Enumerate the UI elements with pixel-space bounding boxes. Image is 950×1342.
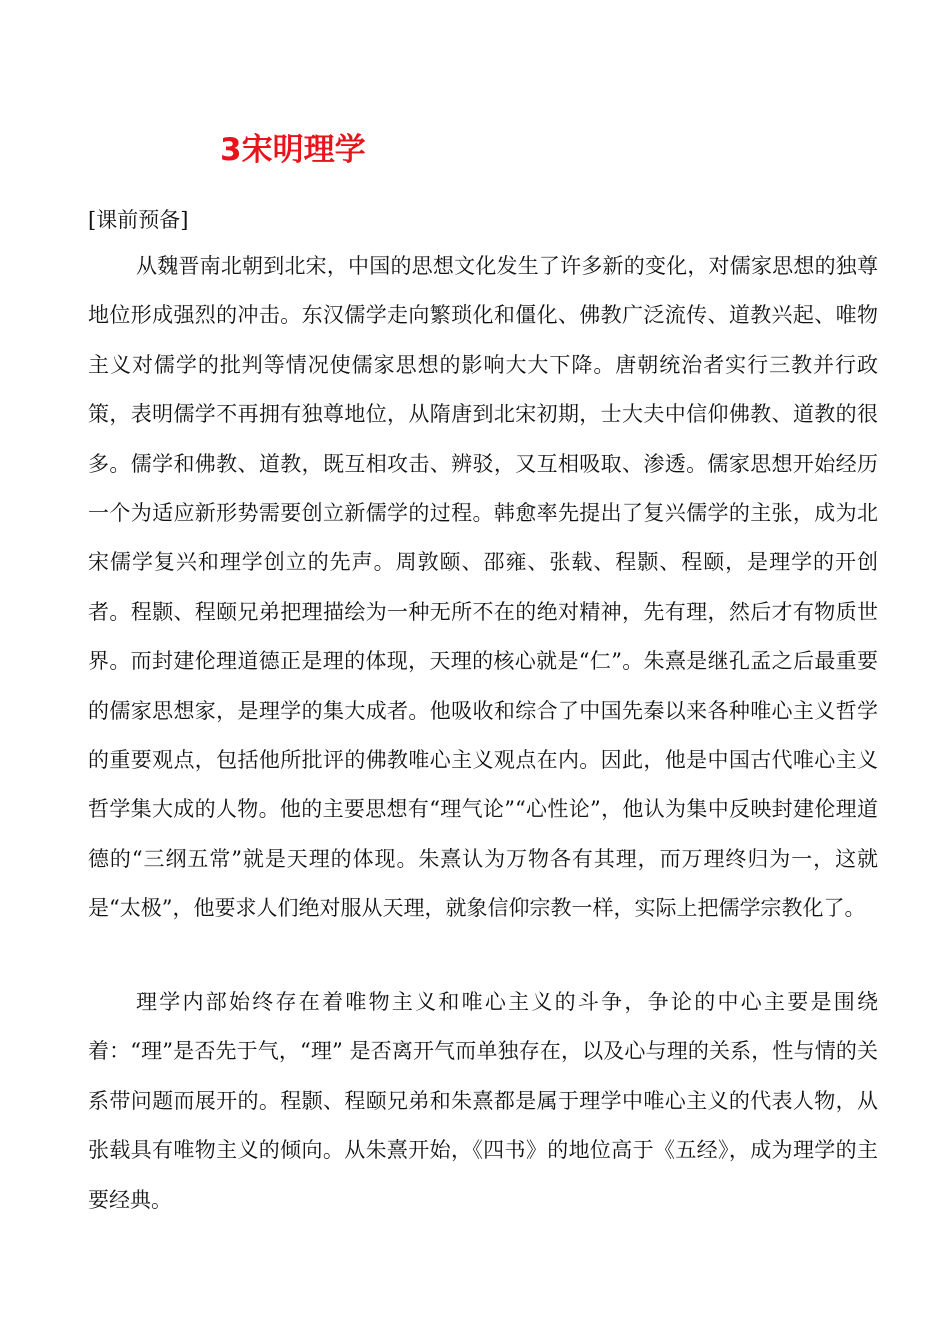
document-title: 3宋明理学 xyxy=(220,132,366,168)
paragraph-2: 理学内部始终存在着唯物主义和唯心主义的斗争，争论的中心主要是围绕着：“理”是否先于气，“理” 是否离开气而单独存在，以及心与理的关系，性与情的关系带问题而展开的。程颢、程颐兄弟和朱熹都是属于理学中唯心主义的代表人物，从张载具有唯物主义的倾向。从朱熹开始，《四书》的地位高于《五经》，成为理学的主要经典。 xyxy=(88,990,878,1212)
paragraph-1: 从魏晋南北朝到北宋，中国的思想文化发生了许多新的变化，对儒家思想的独尊地位形成强烈的冲击。东汉儒学走向繁琐化和僵化、佛教广泛流传、道教兴起、唯物主义对儒学的批判等情况使儒家思想的影响大大下降。唐朝统治者实行三教并行政策，表明儒学不再拥有独尊地位，从隋唐到北宋初期，士大夫中信仰佛教、道教的很多。儒学和佛教、道教，既互相攻击、辨驳，又互相吸取、渗透。儒家思想开始经历一个为适应新形势需要创立新儒学的过程。韩愈率先提出了复兴儒学的主张，成为北宋儒学复兴和理学创立的先声。周敦颐、邵雍、张载、程颢、程颐，是理学的开创者。程颢、程颐兄弟把理描绘为一种无所不在的绝对精神，先有理，然后才有物质世界。而封建伦理道德正是理的体现，天理的核心就是“仁”。朱熹是继孔孟之后最重要的儒家思想家，是理学的集大成者。他吸收和综合了中国先秦以来各种唯心主义哲学的重要观点，包括他所批评的佛教唯心主义观点在内。因此，他是中国古代唯心主义哲学集大成的人物。他的主要思想有“理气论”“心性论”，他认为集中反映封建伦理道德的“三纲五常”就是天理的体现。朱熹认为万物各有其理，而万理终归为一，这就是“太极”，他要求人们绝对服从天理，就象信仰宗教一样，实际上把儒学宗教化了。 xyxy=(88,254,878,921)
section-label: [课前预备] xyxy=(88,208,189,232)
